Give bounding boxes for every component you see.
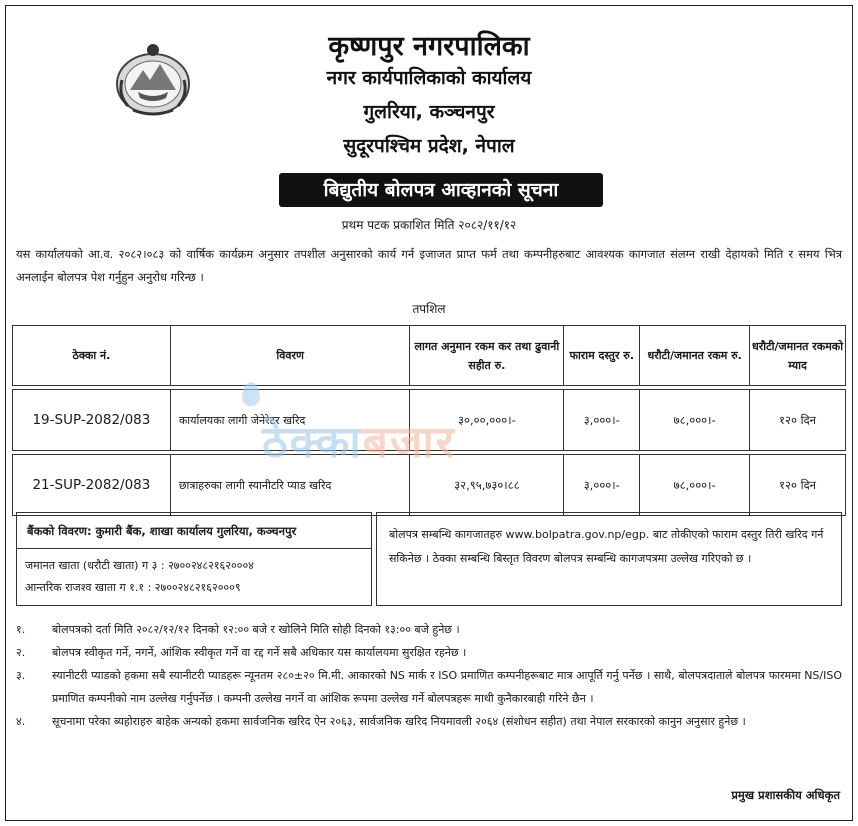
- cell-form-fee: ३,०००।-: [564, 455, 640, 516]
- office-name: नगर कार्यपालिकाको कार्यालय: [326, 67, 532, 89]
- list-item: [16, 641, 842, 664]
- cell-form-fee: ३,०००।-: [564, 390, 640, 451]
- watermark-part-2: बजार: [362, 417, 456, 468]
- header-description: विवरण: [170, 326, 410, 386]
- cell-contract-no: 19-SUP-2082/083: [13, 390, 171, 451]
- item-text: सूचनामा परेका ब्यहोराहरु बाहेक अन्यको हकमा सार्वजनिक खरिद ऐन २०६३, सार्वजनिक खरिद नियमावली २०६४ (संशोधन सहीत) तथा नेपाल सरकारको कानुन अनुसार हुनेछ ।: [52, 715, 746, 728]
- table-header-row: [13, 326, 846, 386]
- item-text: स्यानीटरी प्याडको हकमा सबै स्यानीटरी प्याडहरू न्यूनतम २८०±२० मि.मी. आकारको NS मार्क र ISO प्रमाणित कम्पनीहरूबाट मात्र आपूर्ति गर्नु पर्नेछ । साथै, बोलपत्रदाताले बोलपत्र फारममा NS/ISO प्रमाणित कम्पनीको नाम उल्लेख गर्नुपर्नेछ । कम्पनी उल्लेख नगर्ने वा आंशिक रूपमा उल्लेख गर्ने बोलपत्रहरू माथी कुनैकारबाही गरिने छैन ।: [52, 669, 842, 705]
- revenue-account: आन्तरिक राजश्व खाता ग १.१ : २७००२४८२१६२०००९: [25, 581, 241, 594]
- intro-paragraph: यस कार्यालयको आ.व. २०८२।०८३ को वार्षिक कार्यक्रम अनुसार तपशील अनुसारको कार्य गर्न इजाजत प्राप्त फर्म तथा कम्पनीहरुबाट आवश्यक कागजात संलग्न राखी देहायको मिति र समय भित्र अनलाईन बोलपत्र पेश गर्नुहुन अनुरोध गरिन्छ ।: [16, 247, 842, 284]
- item-number: ३.: [16, 669, 26, 682]
- item-number: १.: [16, 623, 26, 636]
- signature-title: प्रमुख प्रशासकीय अधिकृत: [731, 788, 840, 802]
- cell-description: छात्राहरुका लागी स्यानीटरि प्याड खरिद: [170, 455, 410, 516]
- watermark-part-1: ठेक्का: [262, 417, 363, 468]
- cell-estimated-cost: ३०,००,०००।-: [410, 390, 564, 451]
- header-bid-security: धरौटी/जमानत रकम रु.: [640, 326, 750, 386]
- deposit-account: जमानत खाता (धरौटी खाता) ग ३ : २७००२४८२१६२०००४: [25, 559, 254, 572]
- cell-security-validity: १२० दिन: [750, 455, 846, 516]
- header-security-validity: धरौटी/जमानत रकमको म्याद: [750, 326, 846, 386]
- cell-description: कार्यालयका लागी जेनेरेटर खरिद: [170, 390, 410, 451]
- item-text: बोलपत्र स्वीकृत गर्ने, नगर्ने, आंशिक स्वीकृत गर्ने वा रद्द गर्ने सबै अधिकार यस कार्यालयमा सुरक्षित रहनेछ ।: [52, 646, 467, 659]
- bid-document-note: बोलपत्र सम्बन्धि कागजातहरु www.bolpatra.gov.np/egp. बाट तोकीएको फाराम दस्तुर तिरी खरिद गर्न सकिनेछ । ठेक्का सम्बन्धि बिस्तृत विवरण बोलपत्र सम्बन्धि कागजपत्रमा उल्लेख गरिएको छ ।: [376, 512, 842, 606]
- watermark: [262, 410, 456, 470]
- item-number: ४.: [16, 715, 26, 728]
- header-estimated-cost: लागत अनुमान रकम कर तथा ढुवानी सहीत रु.: [410, 326, 564, 386]
- item-number: २.: [16, 646, 26, 659]
- notice-title-banner: बिद्युतीय बोलपत्र आव्हानको सूचना: [279, 173, 603, 207]
- list-item: [16, 710, 842, 733]
- cell-bid-security: ७८,०००।-: [640, 390, 750, 451]
- cell-security-validity: १२० दिन: [750, 390, 846, 451]
- province-name: सुदूरपश्चिम प्रदेश, नेपाल: [343, 135, 515, 157]
- bank-title: बैंकको विवरण: कुमारी बैंक, शाखा कार्यालय गुलरिया, कञ्चनपुर: [17, 513, 371, 549]
- municipality-title: कृष्णपुर नगरपालिका: [328, 31, 530, 62]
- cell-contract-no: 21-SUP-2082/083: [13, 455, 171, 516]
- bank-details-box: [16, 512, 372, 606]
- item-text: बोलपत्रको दर्ता मिति २०८२/१२/१२ दिनको १२:०० बजे र खोलिने मिति सोही दिनको १३:०० बजे हुनेछ ।: [52, 623, 460, 636]
- cell-estimated-cost: ३२,९५,७३०।८८: [410, 455, 564, 516]
- header-contract-no: ठेक्का नं.: [13, 326, 171, 386]
- details-subheading: तपशिल: [412, 302, 446, 316]
- cell-bid-security: ७८,०००।-: [640, 455, 750, 516]
- published-date: प्रथम पटक प्रकाशित मिति २०८२/११/१२: [341, 218, 517, 232]
- header-form-fee: फाराम दस्तुर रु.: [564, 326, 640, 386]
- office-address: गुलरिया, कञ्चनपुर: [363, 101, 495, 123]
- list-item: [16, 664, 842, 710]
- conditions-list: [16, 618, 842, 733]
- list-item: [16, 618, 842, 641]
